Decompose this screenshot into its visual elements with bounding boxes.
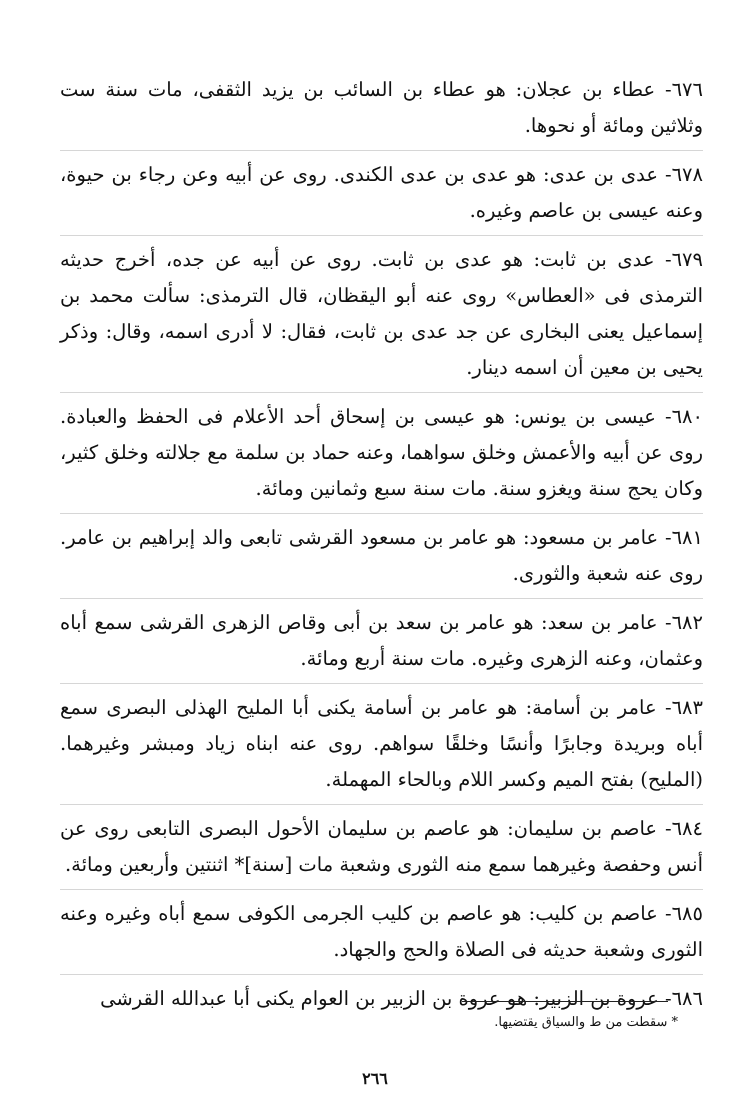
page-number: ٢٦٦	[362, 1069, 388, 1088]
entry-text: ٦٧٩- عدى بن ثابت: هو عدى بن ثابت. روى عن أبيه عن جده، أخرج حديثه الترمذى فى «العطاس» روى عنه أبو اليقظان، قال الترمذى: سألت محمد بن إسماعيل يعنى البخارى عن جد عدى بن ثابت، فقال: لا أدرى اسمه، وقال: وذكر يحيى بن معين أن اسمه دينار.	[60, 248, 703, 379]
entry-685	[60, 890, 703, 975]
entry-text: ٦٨٥- عاصم بن كليب: هو عاصم بن كليب الجرمى الكوفى سمع أباه وغيره وعنه الثورى وشعبة حديثه فى الصلاة والحج والجهاد.	[60, 902, 703, 961]
entry-text: ٦٧٦- عطاء بن عجلان: هو عطاء بن السائب بن يزيد الثقفى، مات سنة ست وثلاثين ومائة أو نحوها.	[60, 78, 703, 137]
entry-679	[60, 236, 703, 393]
entry-684	[60, 805, 703, 890]
footnote-divider	[462, 1001, 668, 1002]
entry-676	[60, 66, 703, 151]
entry-text: ٦٨٣- عامر بن أسامة: هو عامر بن أسامة يكنى أبا المليح الهذلى البصرى سمع أباه وبريدة وجابرًا وأنسًا وخلقًا سواهم. روى عنه ابناه زياد ومبشر وغيرهما. (المليح) بفتح الميم وكسر اللام وبالحاء المهملة.	[60, 696, 703, 791]
entry-678	[60, 151, 703, 236]
entry-680	[60, 393, 703, 514]
entry-682	[60, 599, 703, 684]
entry-text: ٦٨٦- عروة بن الزبير: هو عروة بن الزبير بن العوام يكنى أبا عبدالله القرشى	[100, 987, 703, 1010]
entry-text: ٦٨٠- عيسى بن يونس: هو عيسى بن إسحاق أحد الأعلام فى الحفظ والعبادة. روى عن أبيه والأعمش وخلق سواهما، وعنه حماد بن سلمة مع جلالته وخلق كثير، وكان يحج سنة ويغزو سنة. مات سنة سبع وثمانين ومائة.	[60, 405, 703, 500]
entry-text: ٦٨٢- عامر بن سعد: هو عامر بن سعد بن أبى وقاص الزهرى القرشى سمع أباه وعثمان، وعنه الزهرى وغيره. مات سنة أربع ومائة.	[60, 611, 703, 670]
entry-text: ٦٨٤- عاصم بن سليمان: هو عاصم بن سليمان الأحول البصرى التابعى روى عن أنس وحفصة وغيرهما سمع منه الثورى وشعبة مات [سنة]* اثنتين وأربعين ومائة.	[60, 817, 703, 876]
entries-list	[60, 66, 703, 1023]
entry-681	[60, 514, 703, 599]
entry-683	[60, 684, 703, 805]
entry-text: ٦٨١- عامر بن مسعود: هو عامر بن مسعود القرشى تابعى والد إبراهيم بن عامر. روى عنه شعبة والثورى.	[60, 526, 703, 585]
entry-text: ٦٧٨- عدى بن عدى: هو عدى بن عدى الكندى. روى عن أبيه وعن رجاء بن حيوة، وعنه عيسى بن عاصم وغيره.	[60, 163, 703, 222]
footnote: * سقطت من ط والسياق يقتضيها.	[494, 1015, 678, 1030]
